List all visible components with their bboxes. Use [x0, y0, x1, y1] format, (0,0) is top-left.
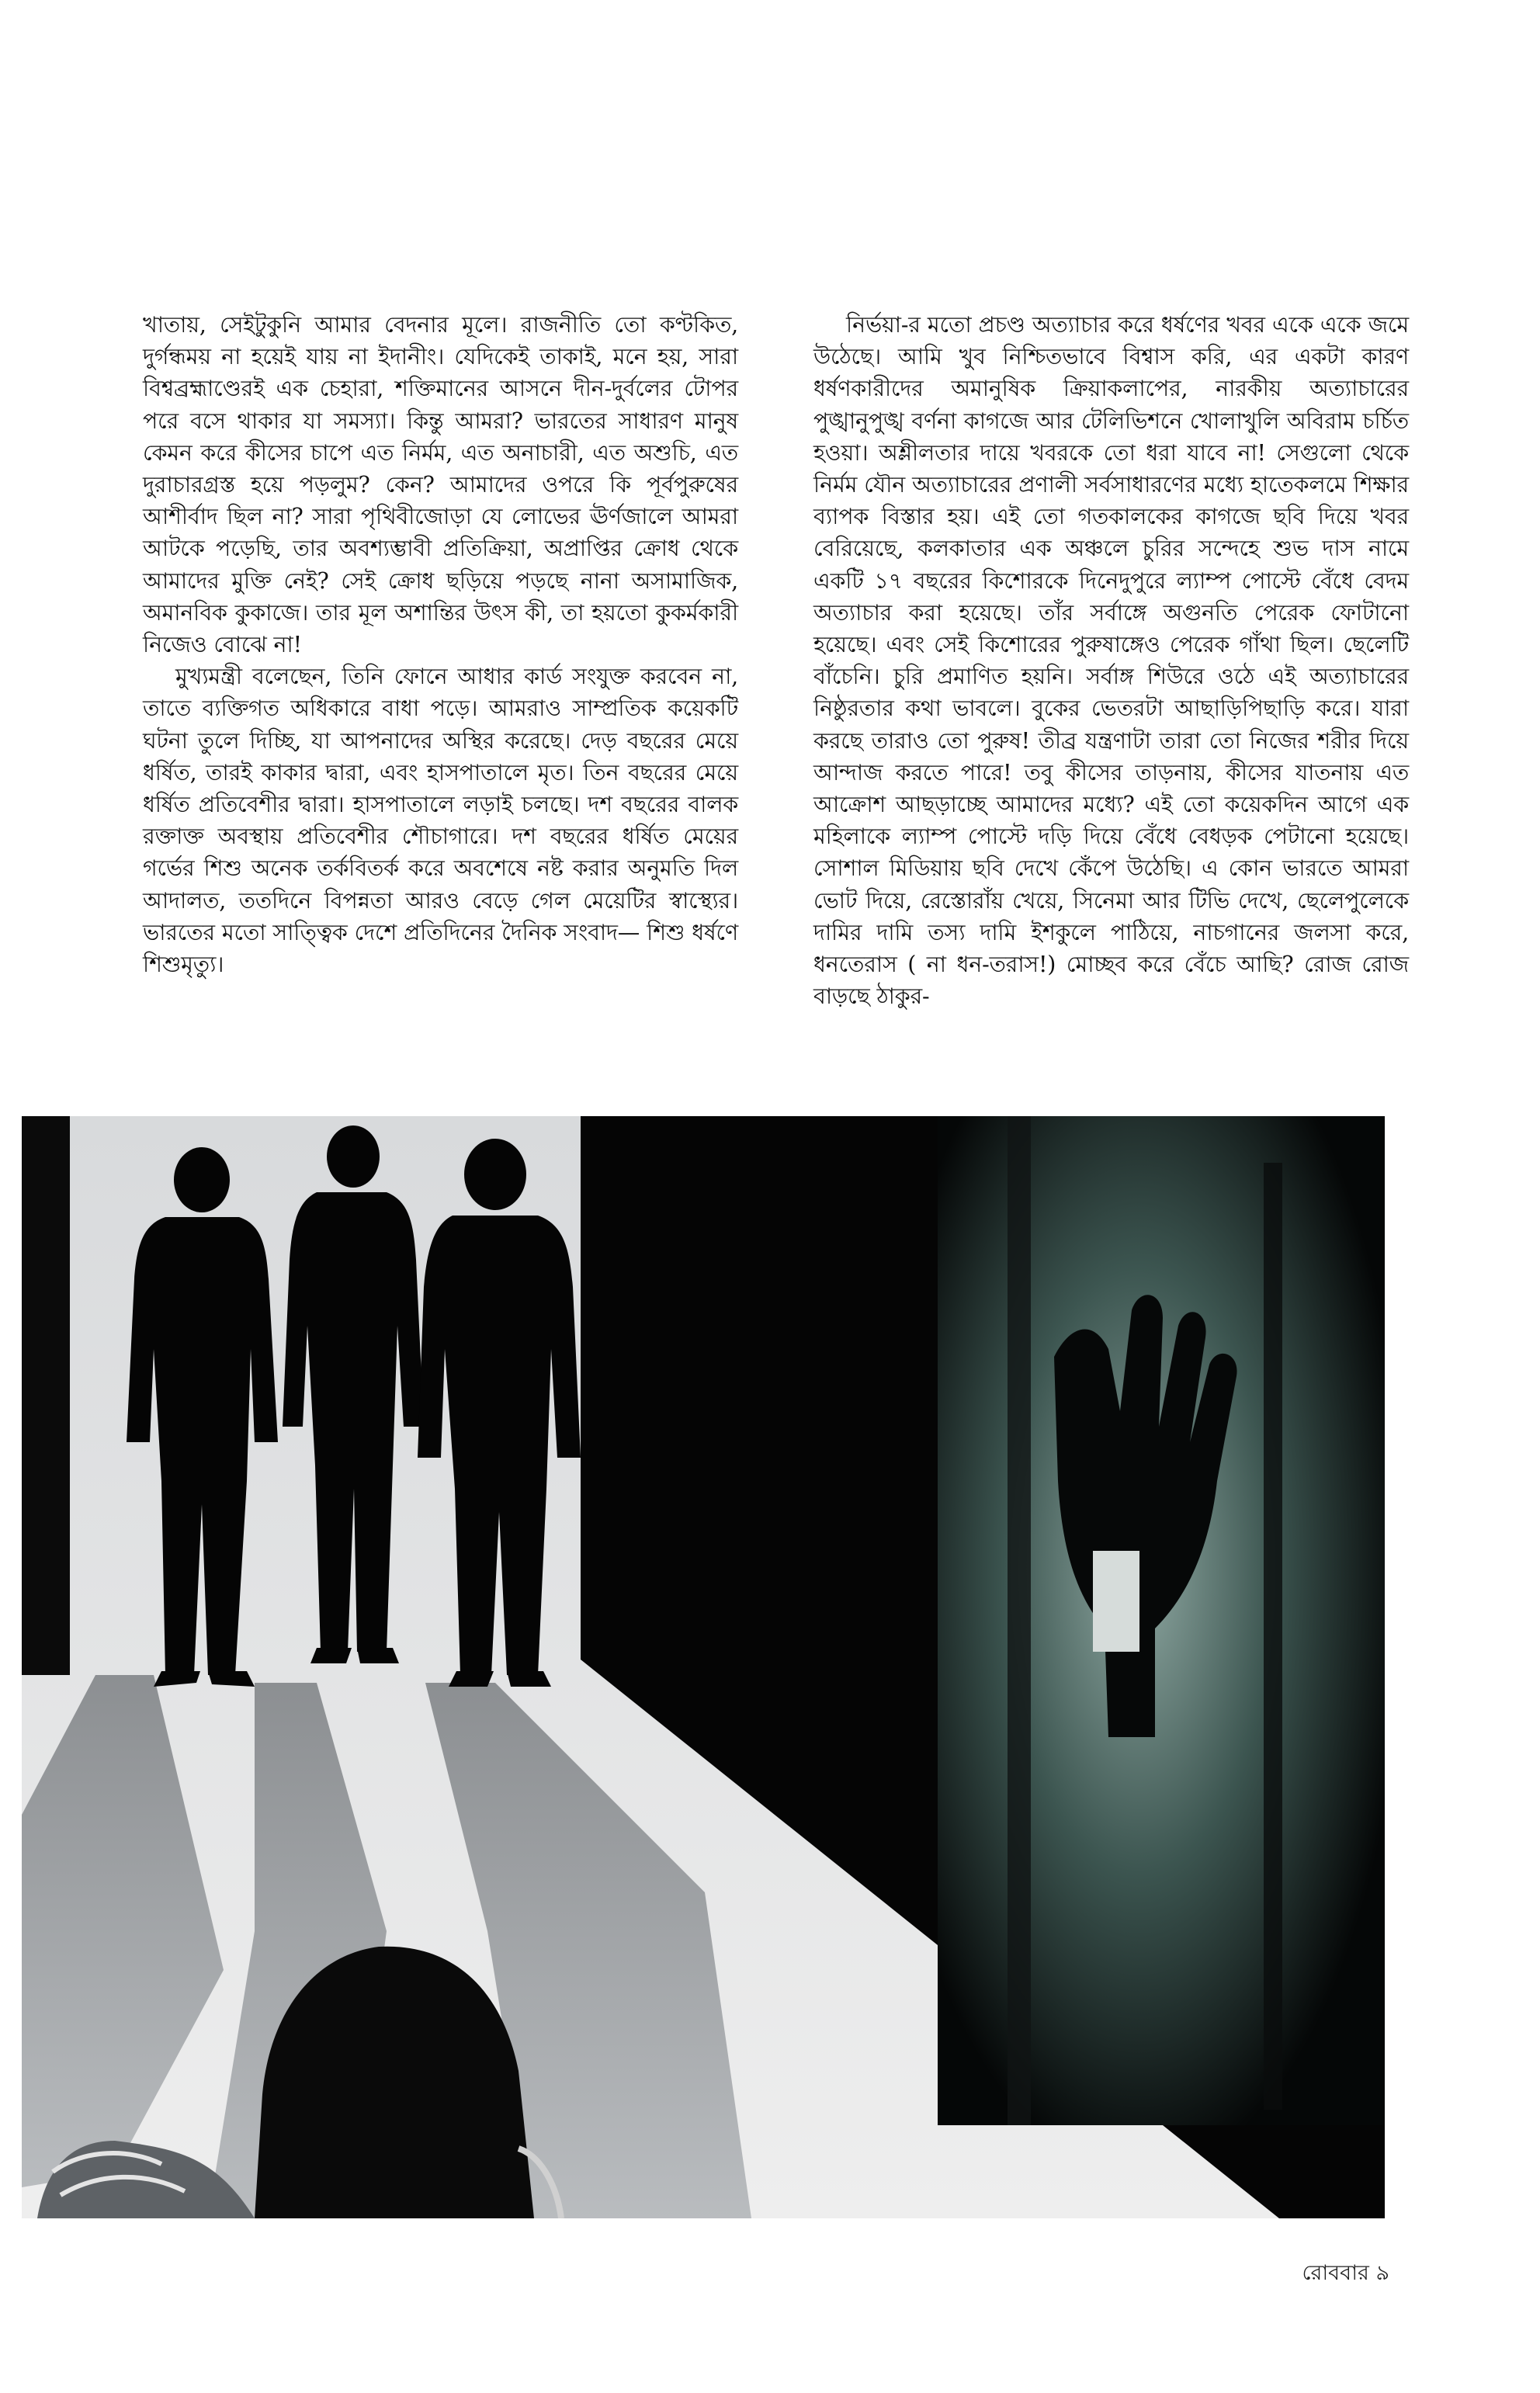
left-wall [22, 1116, 70, 1675]
article-column-right [813, 309, 1409, 1012]
page-footer: রোববার ৯ [1302, 2261, 1389, 2285]
article-paragraph: খাতায়, সেইটুকুনি আমার বেদনার মূলে। রাজনীতি তো কণ্টকিত, দুর্গন্ধময় না হয়েই যায় না ইদানীং। যেদিকেই তাকাই, মনে হয়, সারা বিশ্বব্রহ্মাণ্ডেরই এক চেহারা, শক্তিমানের আসনে দীন-দুর্বলের টোপর পরে বসে থাকার যা সমস্যা। কিন্তু আমরা? ভারতের সাধারণ মানুষ কেমন করে কীসের চাপে এত নির্মম, এত অনাচারী, এত অশুচি, এত দুরাচারগ্রস্ত হয়ে পড়লুম? কেন? আমাদের ওপরে কি পূর্বপুরুষের আশীর্বাদ ছিল না? সারা পৃথিবীজোড়া যে লোভের ঊর্ণজালে আমরা আটকে পড়েছি, তার অবশ্যম্ভাবী প্রতিক্রিয়া, অপ্রাপ্তির ক্রোধ থেকে আমাদের মুক্তি নেই? সেই ক্রোধ ছড়িয়ে পড়ছে নানা অসামাজিক, অমানবিক কুকাজে। তার মূল অশান্তির উৎস কী, তা হয়তো কুকর্মকারী নিজেও বোঝে না! [143, 312, 738, 658]
article-column-left [143, 309, 738, 980]
article-paragraph: মুখ্যমন্ত্রী বলেছেন, তিনি ফোনে আধার কার্ড সংযুক্ত করবেন না, তাতে ব্যক্তিগত অধিকারে বাধা পড়ে। আমরাও সাম্প্রতিক কয়েকটি ঘটনা তুলে দিচ্ছি, যা আপনাদের অস্থির করেছে। দেড় বছরের মেয়ে ধর্ষিত, তারই কাকার দ্বারা, এবং হাসপাতালে মৃত। তিন বছরের মেয়ে ধর্ষিত প্রতিবেশীর দ্বারা। হাসপাতালে লড়াই চলছে। দশ বছরের বালক রক্তাক্ত অবস্থায় প্রতিবেশীর শৌচাগারে। দশ বছরের ধর্ষিত মেয়ের গর্ভের শিশু অনেক তর্কবিতর্ক করে অবশেষে নষ্ট করার অনুমতি দিল আদালত, ততদিনে বিপন্নতা আরও বেড়ে গেল মেয়েটির স্বাস্থ্যের। ভারতের মতো সাত্ত্বিক দেশে প্রতিদিনের দৈনিক সংবাদ— শিশু ধর্ষণে শিশুমৃত্যু। [143, 664, 738, 978]
article-paragraph: নির্ভয়া-র মতো প্রচণ্ড অত্যাচার করে ধর্ষণের খবর একে একে জমে উঠেছে। আমি খুব নিশ্চিতভাবে বিশ্বাস করি, এর একটা কারণ ধর্ষণকারীদের অমানুষিক ক্রিয়াকলাপের, নারকীয় অত্যাচারের পুঙ্খানুপুঙ্খ বর্ণনা কাগজে আর টেলিভিশনে খোলাখুলি অবিরাম চর্চিত হওয়া। অশ্লীলতার দায়ে খবরকে তো ধরা যাবে না! সেগুলো থেকে নির্মম যৌন অত্যাচারের প্রণালী সর্বসাধারণের মধ্যে হাতেকলমে শিক্ষার ব্যাপক বিস্তার হয়। এই তো গতকালকের কাগজে ছবি দিয়ে খবর বেরিয়েছে, কলকাতার এক অঞ্চলে চুরির সন্দেহে শুভ দাস নামে একটি ১৭ বছরের কিশোরকে দিনেদুপুরে ল্যাম্প পোস্টে বেঁধে বেদম অত্যাচার করা হয়েছে। তাঁর সর্বাঙ্গে অগুনতি পেরেক ফোটানো হয়েছে। এবং সেই কিশোরের পুরুষাঙ্গেও পেরেক গাঁথা ছিল। ছেলেটি বাঁচেনি। চুরি প্রমাণিত হয়নি। সর্বাঙ্গ শিউরে ওঠে এই অত্যাচারের নিষ্ঠুরতার কথা ভাবলে। বুকের ভেতরটা আছাড়িপিছাড়ি করে। যারা করছে তারাও তো পুরুষ! তীব্র যন্ত্রণাটা তারা তো নিজের শরীর দিয়ে আন্দাজ করতে পারে! তবু কীসের তাড়নায়, কীসের যাতনায় এত আক্রোশ আছড়াচ্ছে আমাদের মধ্যে? এই তো কয়েকদিন আগে এক মহিলাকে ল্যাম্প পোস্টে দড়ি দিয়ে বেঁধে বেধড়ক পেটানো হয়েছে। সোশাল মিডিয়ায় ছবি দেখে কেঁপে উঠেছি। এ কোন ভারতে আমরা ভোট দিয়ে, রেস্তোরাঁয় খেয়ে, সিনেমা আর টিভি দেখে, ছেলেপুলেকে দামির দামি তস্য দামি ইশকুলে পাঠিয়ে, নাচগানের জলসা করে, ধনতেরাস ( না ধন-তরাস!) মোচ্ছব করে বেঁচে আছি? রোজ রোজ বাড়ছে ঠাকুর- [813, 312, 1409, 1010]
article-illustration [22, 1116, 1385, 2218]
